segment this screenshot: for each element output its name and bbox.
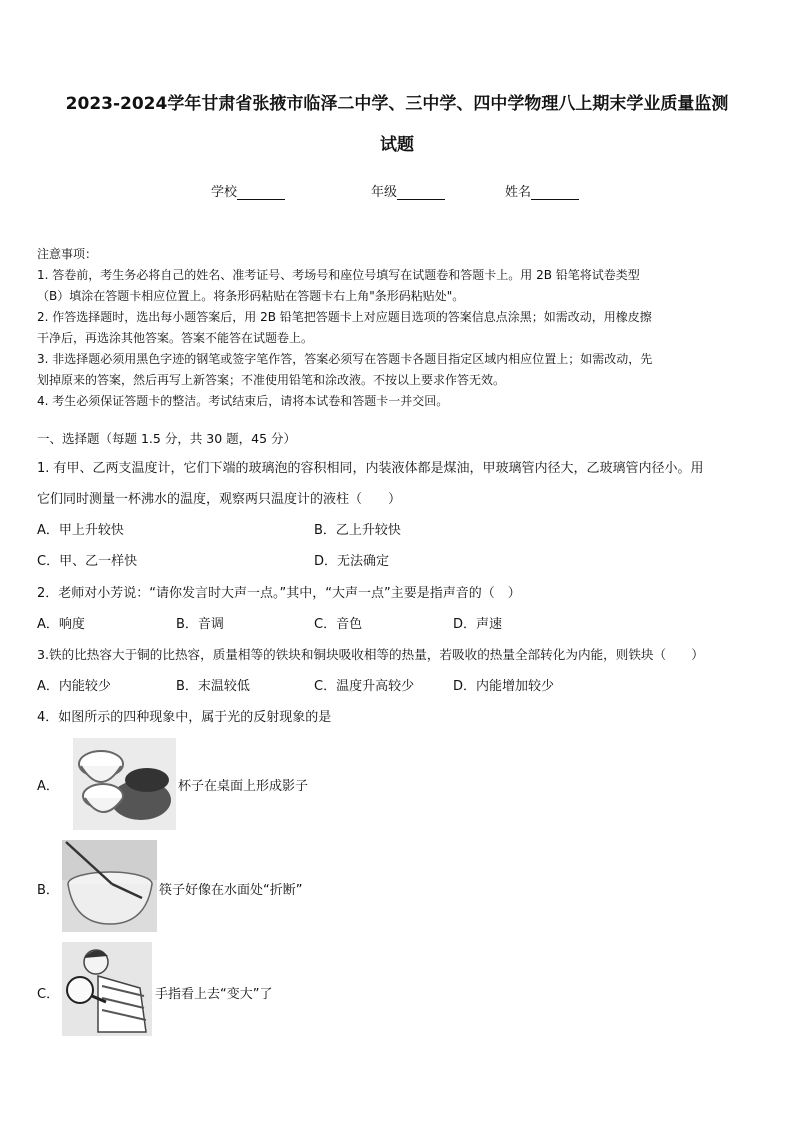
- q1-option-c: C．甲、乙一样快: [37, 554, 138, 569]
- q4-option-b-label: B．: [37, 883, 59, 898]
- q3-option-c: C．温度升高较少: [314, 679, 415, 694]
- q2-stem: 2．老师对小芳说：“请你发言时大声一点。”其中，“大声一点”主要是指声音的（ ）: [37, 586, 521, 601]
- name-blank: [531, 185, 579, 200]
- q1-option-b: B．乙上升较快: [314, 523, 401, 538]
- instruction-line: 划掉原来的答案，然后再写上新答案；不准使用铅笔和涂改液。不按以上要求作答无效。: [37, 373, 506, 387]
- q2-option-a: A．响度: [37, 617, 85, 632]
- instructions: [37, 244, 759, 412]
- grade-field: [371, 181, 445, 200]
- q2-option-d: D．声速: [453, 617, 503, 632]
- magnifier-boy-image: [62, 942, 152, 1036]
- grade-blank: [397, 185, 445, 200]
- q2-option-b: B．音调: [176, 617, 224, 632]
- name-label: 姓名: [505, 185, 532, 200]
- q3-option-d: D．内能增加较少: [453, 679, 555, 694]
- exam-title-line1: 2023-2024学年甘肃省张掖市临泽二中学、三中学、四中学物理八上期末学业质量监测: [65, 94, 729, 114]
- name-field: [505, 181, 579, 200]
- q4-option-b-text: 筷子好像在水面处“折断”: [159, 883, 303, 898]
- q1-option-a: A．甲上升较快: [37, 523, 124, 538]
- cups-shadow-image: [73, 738, 176, 830]
- instruction-line: （B）填涂在答题卡相应位置上。将条形码粘贴在答题卡右上角"条形码粘贴处"。: [37, 289, 465, 303]
- q1-stem-line2: 它们同时测量一杯沸水的温度，观察两只温度计的液柱（ ）: [37, 492, 402, 507]
- instruction-line: 4. 考生必须保证答题卡的整洁。考试结束后，请将本试卷和答题卡一并交回。: [37, 394, 449, 408]
- instruction-line: 干净后，再选涂其他答案。答案不能答在试题卷上。: [37, 331, 314, 345]
- q4-option-c-label: C．: [37, 987, 60, 1002]
- instruction-line: 3. 非选择题必须用黑色字迹的钢笔或签字笔作答，答案必须写在答题卡各题目指定区域内相应位置上；如需改动，先: [37, 352, 653, 366]
- q1-option-d: D．无法确定: [314, 554, 390, 569]
- school-blank: [237, 185, 285, 200]
- school-label: 学校: [211, 185, 238, 200]
- chopstick-bowl-image: [62, 840, 157, 932]
- q3-option-b: B．末温较低: [176, 679, 250, 694]
- section-heading: 一、选择题（每题 1.5 分，共 30 题，45 分）: [37, 431, 297, 446]
- q3-stem: 3.铁的比热容大于铜的比热容，质量相等的铁块和铜块吸收相等的热量，若吸收的热量全部转化为内能，则铁块（ ）: [37, 647, 704, 662]
- instruction-line: 1. 答卷前，考生务必将自己的姓名、准考证号、考场号和座位号填写在试题卷和答题卡上。用 2B 铅笔将试卷类型: [37, 268, 640, 282]
- q4-option-a-text: 杯子在桌面上形成影子: [178, 779, 309, 794]
- instruction-line: 2. 作答选择题时，选出每小题答案后，用 2B 铅笔把答题卡上对应题目选项的答案信息点涂黑；如需改动，用橡皮擦: [37, 310, 652, 324]
- exam-title-line2: 试题: [380, 135, 414, 155]
- instructions-heading: 注意事项：: [37, 247, 98, 261]
- q4-option-c-text: 手指看上去“变大”了: [155, 987, 273, 1002]
- grade-label: 年级: [371, 185, 398, 200]
- q1-stem-line1: 1. 有甲、乙两支温度计，它们下端的玻璃泡的容积相同，内装液体都是煤油，甲玻璃管内径大，乙玻璃管内径小。用: [37, 461, 704, 476]
- q2-option-c: C．音色: [314, 617, 363, 632]
- q4-stem: 4．如图所示的四种现象中，属于光的反射现象的是: [37, 710, 332, 725]
- school-field: [211, 181, 285, 200]
- q3-option-a: A．内能较少: [37, 679, 111, 694]
- q4-option-a-label: A．: [37, 779, 59, 794]
